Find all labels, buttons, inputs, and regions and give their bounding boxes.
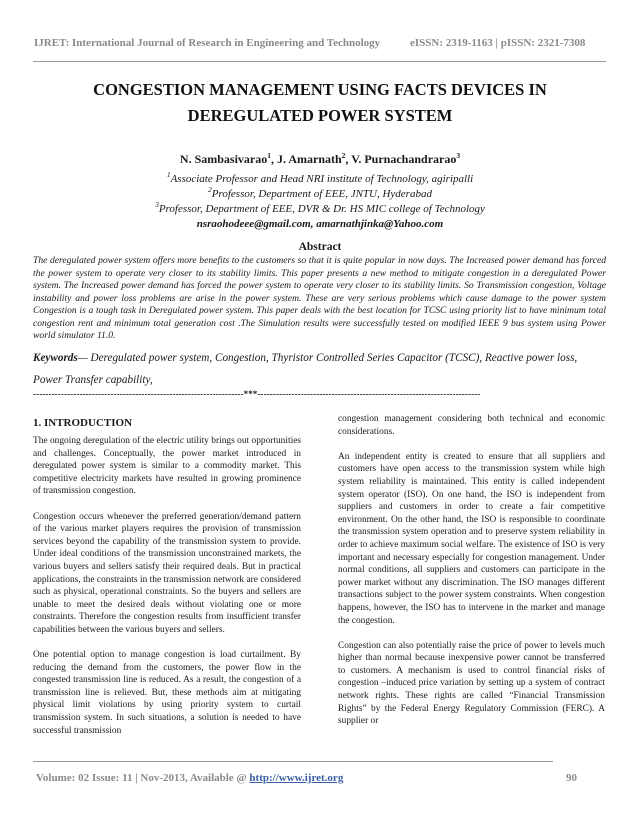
- abstract-text: The deregulated power system offers more benefits to the customers so that it is quite popular in now days. The Increased power demand has forced the power system to operate very closer to its stability limits. This paper presents a new method to mitigate congestion in a deregulated Power system. The Increased power demand has forced the power system to operate very closer to its stability limits. So Transmission congestion, Voltage instability and power loss problems are arise in the power system. These are very serious problems which cause damage to the power system Congestion is a tough task in Deregulated power system. This paper deals with the best location for TCSC using priority list to have minimum total congestion rent and minimum total generation cost .The Simulation results were successfully tested on modified IEEE 9 bus system using Power world simulator 11.0.: [33, 255, 606, 341]
- author-separator: ,: [345, 152, 352, 166]
- affiliation-text: Professor, Department of EEE, JNTU, Hyderabad: [211, 188, 432, 200]
- affiliation-text: Associate Professor and Head NRI institute of Technology, agiripalli: [170, 173, 474, 185]
- body-paragraph: The ongoing deregulation of the electric utility brings out opportunities and challenges. Conceptually, the power market introduced in deregulated power system is similar to a commodity market. This competitive electricity markets have resulted in growing prominence of transmission congestion.: [33, 436, 301, 497]
- page-number: 90: [566, 772, 577, 784]
- author-emails: nsraohodeee@gmail.com, amarnathjinka@Yahoo.com: [196, 218, 444, 230]
- affiliation-3: [34, 202, 606, 217]
- affiliations: [34, 172, 606, 232]
- author-superscript: 2: [341, 151, 346, 160]
- affiliation-superscript: 3: [155, 200, 159, 209]
- left-column: [33, 413, 301, 750]
- journal-website-link[interactable]: http://www.ijret.org: [249, 772, 344, 784]
- page-footer: [36, 772, 604, 784]
- affiliation-superscript: 2: [208, 185, 212, 194]
- title-line-1: CONGESTION MANAGEMENT USING FACTS DEVICES IN: [93, 80, 547, 99]
- right-column: [338, 413, 605, 740]
- section-separator: --------------------------------------------------------------------***------------------------------------------------------------------------: [33, 389, 481, 399]
- header-rule: [33, 61, 606, 62]
- author-superscript: 3: [456, 151, 461, 160]
- keywords: [33, 347, 606, 391]
- body-paragraph: congestion management considering both technical and economic considerations.: [338, 414, 605, 437]
- author-name: J. Amarnath: [277, 152, 342, 166]
- keywords-text: — Deregulated power system, Congestion, Thyristor Controlled Series Capacitor (TCSC), Reactive power loss, Power Transfer capability,: [33, 352, 578, 386]
- footer-rule: [33, 761, 553, 762]
- issn-info: eISSN: 2319-1163 | pISSN: 2321-7308: [410, 37, 586, 49]
- body-paragraph: An independent entity is created to ensure that all suppliers and customers have open access to the transmission system while high system reliability is maintained. This entity is called independent system operator (ISO). On one hand, the ISO is independent from suppliers and customers in order to create a fair competitive environment. On the other hand, the ISO is responsible to coordinate the transmission system operation and to preserve system reliability in order to achieve maximum social welfare. The existence of ISO is very important and necessary especially for congestion management. Under normal conditions, all suppliers and customers can participate in the power market without any discrimination. The ISO manages different transactions subject to the power system constraints. When congestion happens, however, the ISO has to intervene in the market and manage the congestion.: [338, 451, 605, 626]
- journal-name: IJRET: International Journal of Research in Engineering and Technology: [34, 37, 381, 49]
- paper-title: [34, 77, 606, 129]
- footer-volume-info: Volume: 02 Issue: 11 | Nov-2013, Available @: [36, 772, 250, 784]
- author-name: V. Purnachandrarao: [351, 152, 457, 166]
- affiliation-1: [34, 172, 606, 187]
- author-superscript: 1: [267, 151, 271, 160]
- body-paragraph: One potential option to manage congestion is load curtailment. By reducing the demand from the customers, the power flow in the congested transmission line is reduced. As a result, the congestion of a transmission line is relieved. But, these methods aim at mitigating physical limit violations by using priority system to curtail transmission system. In such situations, a solution is needed to have successful transmission: [33, 650, 301, 736]
- body-paragraph: Congestion can also potentially raise the price of power to levels much higher than normal because inexpensive power cannot be transferred to customers. A mechanism is used to control financial risks of congestion –induced price variation by setting up a system of contract network rights. These rights are called “Financial Transmission Rights” by the Federal Energy Regulatory Commission (FERC). A supplier or: [338, 640, 605, 727]
- author-name: N. Sambasivarao: [179, 152, 268, 166]
- author-list: [34, 152, 606, 167]
- running-header: [34, 37, 606, 49]
- author-separator: ,: [271, 152, 277, 166]
- affiliation-2: [34, 187, 606, 202]
- affiliation-text: Professor, Department of EEE, DVR & Dr. HS MIC college of Technology: [158, 203, 485, 215]
- abstract-heading: Abstract: [298, 241, 342, 253]
- section-heading-introduction: 1. INTRODUCTION: [33, 417, 133, 429]
- body-paragraph: Congestion occurs whenever the preferred generation/demand pattern of the various market players requires the provision of transmission services beyond the capability of the transmission system to provide. Under ideal conditions of the transmission unconstrained markets, the various buyers and sellers satisfy their required deals. But in practical applications, the constraints in the transmission network are considered such as physical, operational constraints. So the buyers and sellers are unable to meet the desired deals without violating one or more constraints. Therefore the congestion results from insufficient transfer capabilities between the various buyers and sellers.: [33, 511, 301, 635]
- title-line-2: DEREGULATED POWER SYSTEM: [187, 106, 453, 125]
- affiliation-superscript: 1: [166, 170, 171, 179]
- keywords-label: Keywords: [33, 352, 78, 364]
